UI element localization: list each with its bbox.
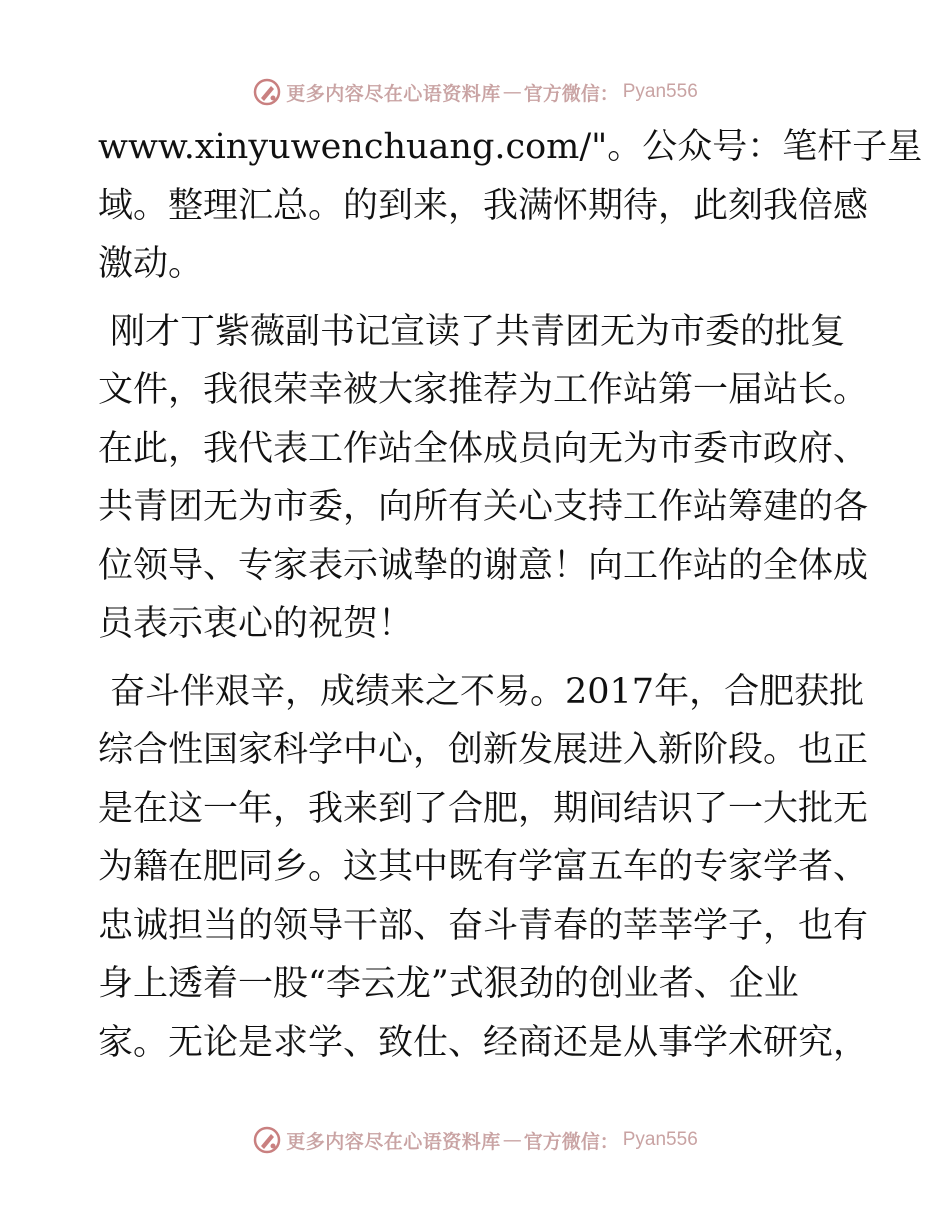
paragraph-1 [98,118,923,294]
text-line: www.xinyuwenchuang.com/"。公众号：笔杆子星 [98,127,923,167]
text-line: 是在这一年，我来到了合肥，期间结识了一大批无 [98,788,869,829]
text-line: 刚才丁紫薇副书记宣读了共青团无为市委的批复 [110,311,846,352]
banner-dash: — [502,1129,522,1151]
text-line: 身上透着一股“李云龙”式狠劲的创业者、企业 [98,964,799,1004]
pen-seal-icon [252,1125,282,1155]
header-watermark-banner [0,72,950,112]
text-line: 综合性国家科学中心，创新发展进入新阶段。也正 [98,730,869,770]
banner-wechat-id: Pyan556 [622,81,698,102]
text-line: 员表示衷心的祝贺！ [98,604,414,644]
banner-dash: — [502,81,522,103]
text-line: 域。整理汇总。的到来，我满怀期待，此刻我倍感 [98,185,869,226]
text-line: 家。无论是求学、致仕、经商还是从事学术研究， [98,1022,869,1063]
banner-text: 更多内容尽在心语资料库 [286,82,501,105]
banner-wechat-label: 官方微信： [523,82,619,105]
text-line: 奋斗伴艰辛，成绩来之不易。2017年，合肥获批 [110,671,865,712]
text-line: 激动。 [98,244,204,284]
banner-text: 更多内容尽在心语资料库 [286,1130,501,1153]
text-line: 共青团无为市委，向所有关心支持工作站筹建的各 [98,487,869,527]
text-line: 位领导、专家表示诚挚的谢意！向工作站的全体成 [98,545,869,586]
footer-watermark-banner [0,1120,950,1160]
text-line: 为籍在肥同乡。这其中既有学富五车的专家学者、 [98,847,869,887]
banner-wechat-id: Pyan556 [622,1129,698,1150]
text-line: 忠诚担当的领导干部、奋斗青春的莘莘学子，也有 [98,905,869,946]
text-line: 文件，我很荣幸被大家推荐为工作站第一届站长。 [98,370,869,410]
paragraph-2 [98,303,869,654]
document-body [98,118,923,1081]
text-line: 在此，我代表工作站全体成员向无为市委市政府、 [98,428,869,469]
banner-wechat-label: 官方微信： [523,1130,619,1153]
paragraph-3 [98,663,869,1073]
pen-seal-icon [252,77,282,107]
